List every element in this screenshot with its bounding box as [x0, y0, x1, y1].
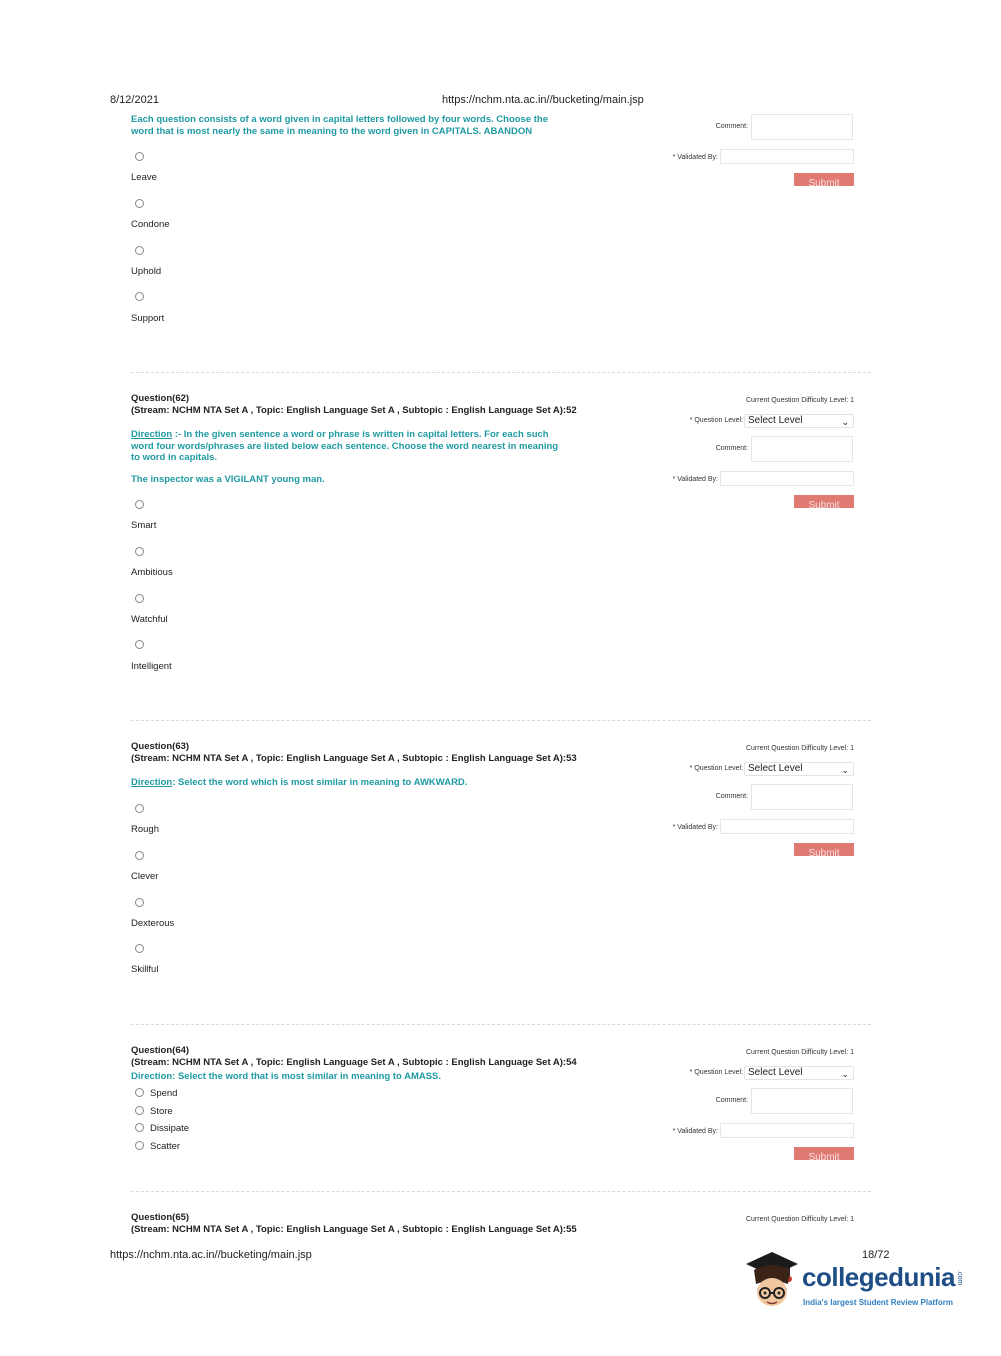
q65-stream: (Stream: NCHM NTA Set A , Topic: English Language Set A , Subtopic : English Language Set A):55 [131, 1223, 577, 1235]
q61-option-3-radio[interactable] [135, 246, 144, 255]
q64-level-value: Select Level [748, 1067, 803, 1078]
q62-option-1-radio[interactable] [135, 500, 144, 509]
print-url: https://nchm.nta.ac.in//bucketing/main.jsp [442, 94, 644, 106]
logo-suffix: .com [956, 1270, 963, 1286]
q63-submit-button[interactable]: Submit [794, 843, 854, 856]
q63-option-3-label: Dexterous [131, 918, 175, 929]
q62-option-2-label: Ambitious [131, 567, 173, 578]
q64-option-3-label: Dissipate [150, 1123, 190, 1134]
mascot-logo-icon [742, 1250, 802, 1312]
q65-header [131, 1212, 651, 1235]
q62-level-select[interactable] [744, 414, 854, 428]
q64-validated-label: * Validated By: [672, 1128, 718, 1135]
q63-stream: (Stream: NCHM NTA Set A , Topic: English Language Set A , Subtopic : English Language Set A):53 [131, 752, 577, 764]
q63-comment-input[interactable] [751, 784, 853, 810]
separator [131, 720, 871, 721]
q61-validated-input[interactable] [720, 149, 854, 164]
q63-option-1-label: Rough [131, 824, 159, 835]
q62-comment-label: Comment: [715, 445, 748, 452]
q62-option-4-label: Intelligent [131, 661, 172, 672]
logo-wordmark: collegedunia [802, 1262, 955, 1292]
q63-option-2-label: Clever [131, 871, 159, 882]
chevron-down-icon: ⌄ [841, 1069, 849, 1079]
q63-option-1-radio[interactable] [135, 804, 144, 813]
q64-difficulty: Current Question Difficulty Level: 1 [745, 1049, 854, 1056]
q61-comment-label: Comment: [715, 123, 748, 130]
q64-submit-button[interactable]: Submit [794, 1147, 854, 1160]
q63-title: Question(63) [131, 741, 190, 752]
q62-direction [131, 429, 601, 464]
q63-direction-text: : Select the word which is most similar in meaning to AWKWARD. [172, 777, 468, 788]
q64-header [131, 1045, 651, 1068]
q61-option-2-label: Condone [131, 219, 170, 230]
q62-stream: (Stream: NCHM NTA Set A , Topic: English Language Set A , Subtopic : English Language Set A):52 [131, 404, 577, 416]
q62-validated-input[interactable] [720, 471, 854, 486]
q64-direction: Direction: Select the word that is most similar in meaning to AMASS. [131, 1071, 442, 1082]
logo-tagline: India's largest Student Review Platform [803, 1298, 953, 1307]
q62-option-3-label: Watchful [131, 614, 168, 625]
q61-option-1-radio[interactable] [135, 152, 144, 161]
q64-option-1-radio[interactable] [135, 1088, 144, 1097]
q62-header [131, 393, 651, 416]
q61-prompt [131, 114, 601, 137]
chevron-down-icon: ⌄ [841, 417, 849, 427]
q65-title: Question(65) [131, 1212, 190, 1223]
q65-difficulty: Current Question Difficulty Level: 1 [745, 1216, 854, 1223]
separator [131, 1191, 871, 1192]
q61-option-3-label: Uphold [131, 266, 162, 277]
q64-level-select[interactable] [744, 1066, 854, 1080]
q61-option-4-label: Support [131, 313, 165, 324]
q63-option-3-radio[interactable] [135, 898, 144, 907]
q62-direction-label: Direction [131, 429, 173, 440]
q61-validated-label: * Validated By: [672, 154, 718, 161]
q62-comment-input[interactable] [751, 436, 853, 462]
q62-option-2-radio[interactable] [135, 547, 144, 556]
q62-option-1-label: Smart [131, 520, 157, 531]
q63-comment-label: Comment: [715, 793, 748, 800]
q62-level-label: * Question Level: [689, 417, 743, 424]
print-date: 8/12/2021 [110, 94, 159, 106]
q62-sentence: The inspector was a VIGILANT young man. [131, 474, 325, 485]
q64-level-label: * Question Level: [689, 1069, 743, 1076]
q64-comment-label: Comment: [715, 1097, 748, 1104]
q62-validated-label: * Validated By: [672, 476, 718, 483]
q63-validated-input[interactable] [720, 819, 854, 834]
q64-comment-input[interactable] [751, 1088, 853, 1114]
q63-difficulty: Current Question Difficulty Level: 1 [745, 745, 854, 752]
q64-validated-input[interactable] [720, 1123, 854, 1138]
q61-prompt-line2: word that is most nearly the same in meaning to the word given in CAPITALS. ABANDON [131, 125, 533, 137]
q61-option-2-radio[interactable] [135, 199, 144, 208]
q62-direction-line2: word four words/phrases are listed below each sentence. Choose the word nearest in meaning [131, 440, 559, 452]
page-number: 18/72 [862, 1249, 890, 1261]
q64-option-4-radio[interactable] [135, 1141, 144, 1150]
q61-option-1-label: Leave [131, 172, 157, 183]
q64-option-2-label: Store [150, 1106, 173, 1117]
q64-title: Question(64) [131, 1045, 190, 1056]
q64-stream: (Stream: NCHM NTA Set A , Topic: English Language Set A , Subtopic : English Language Set A):54 [131, 1056, 577, 1068]
q62-direction-line3: to word in capitals. [131, 452, 218, 463]
q63-level-value: Select Level [748, 763, 803, 774]
q64-option-3-radio[interactable] [135, 1123, 144, 1132]
q63-option-4-radio[interactable] [135, 944, 144, 953]
q63-validated-label: * Validated By: [672, 824, 718, 831]
q64-option-4-label: Scatter [150, 1141, 181, 1152]
q61-option-4-radio[interactable] [135, 292, 144, 301]
q62-option-3-radio[interactable] [135, 594, 144, 603]
q62-option-4-radio[interactable] [135, 640, 144, 649]
q63-header [131, 741, 651, 764]
q62-difficulty: Current Question Difficulty Level: 1 [745, 397, 854, 404]
q62-title: Question(62) [131, 393, 190, 404]
q63-level-select[interactable] [744, 762, 854, 776]
chevron-down-icon: ⌄ [841, 765, 849, 775]
q61-submit-button[interactable]: Submit [794, 173, 854, 186]
separator [131, 372, 871, 373]
q63-direction-label: Direction [131, 777, 173, 788]
q61-prompt-line1: Each question consists of a word given in capital letters followed by four words. Choose the [131, 114, 549, 125]
q62-level-value: Select Level [748, 415, 803, 426]
q63-option-2-radio[interactable] [135, 851, 144, 860]
q62-submit-button[interactable]: Submit [794, 495, 854, 508]
q64-option-1-label: Spend [150, 1088, 178, 1099]
q63-option-4-label: Skillful [131, 964, 159, 975]
q61-comment-input[interactable] [751, 114, 853, 140]
q63-level-label: * Question Level: [689, 765, 743, 772]
separator [131, 1024, 871, 1025]
q64-option-2-radio[interactable] [135, 1106, 144, 1115]
footer-url: https://nchm.nta.ac.in//bucketing/main.jsp [110, 1249, 312, 1261]
q62-direction-line1: :- In the given sentence a word or phrase is written in capital letters. For each such [172, 429, 549, 440]
q63-direction [131, 777, 601, 789]
